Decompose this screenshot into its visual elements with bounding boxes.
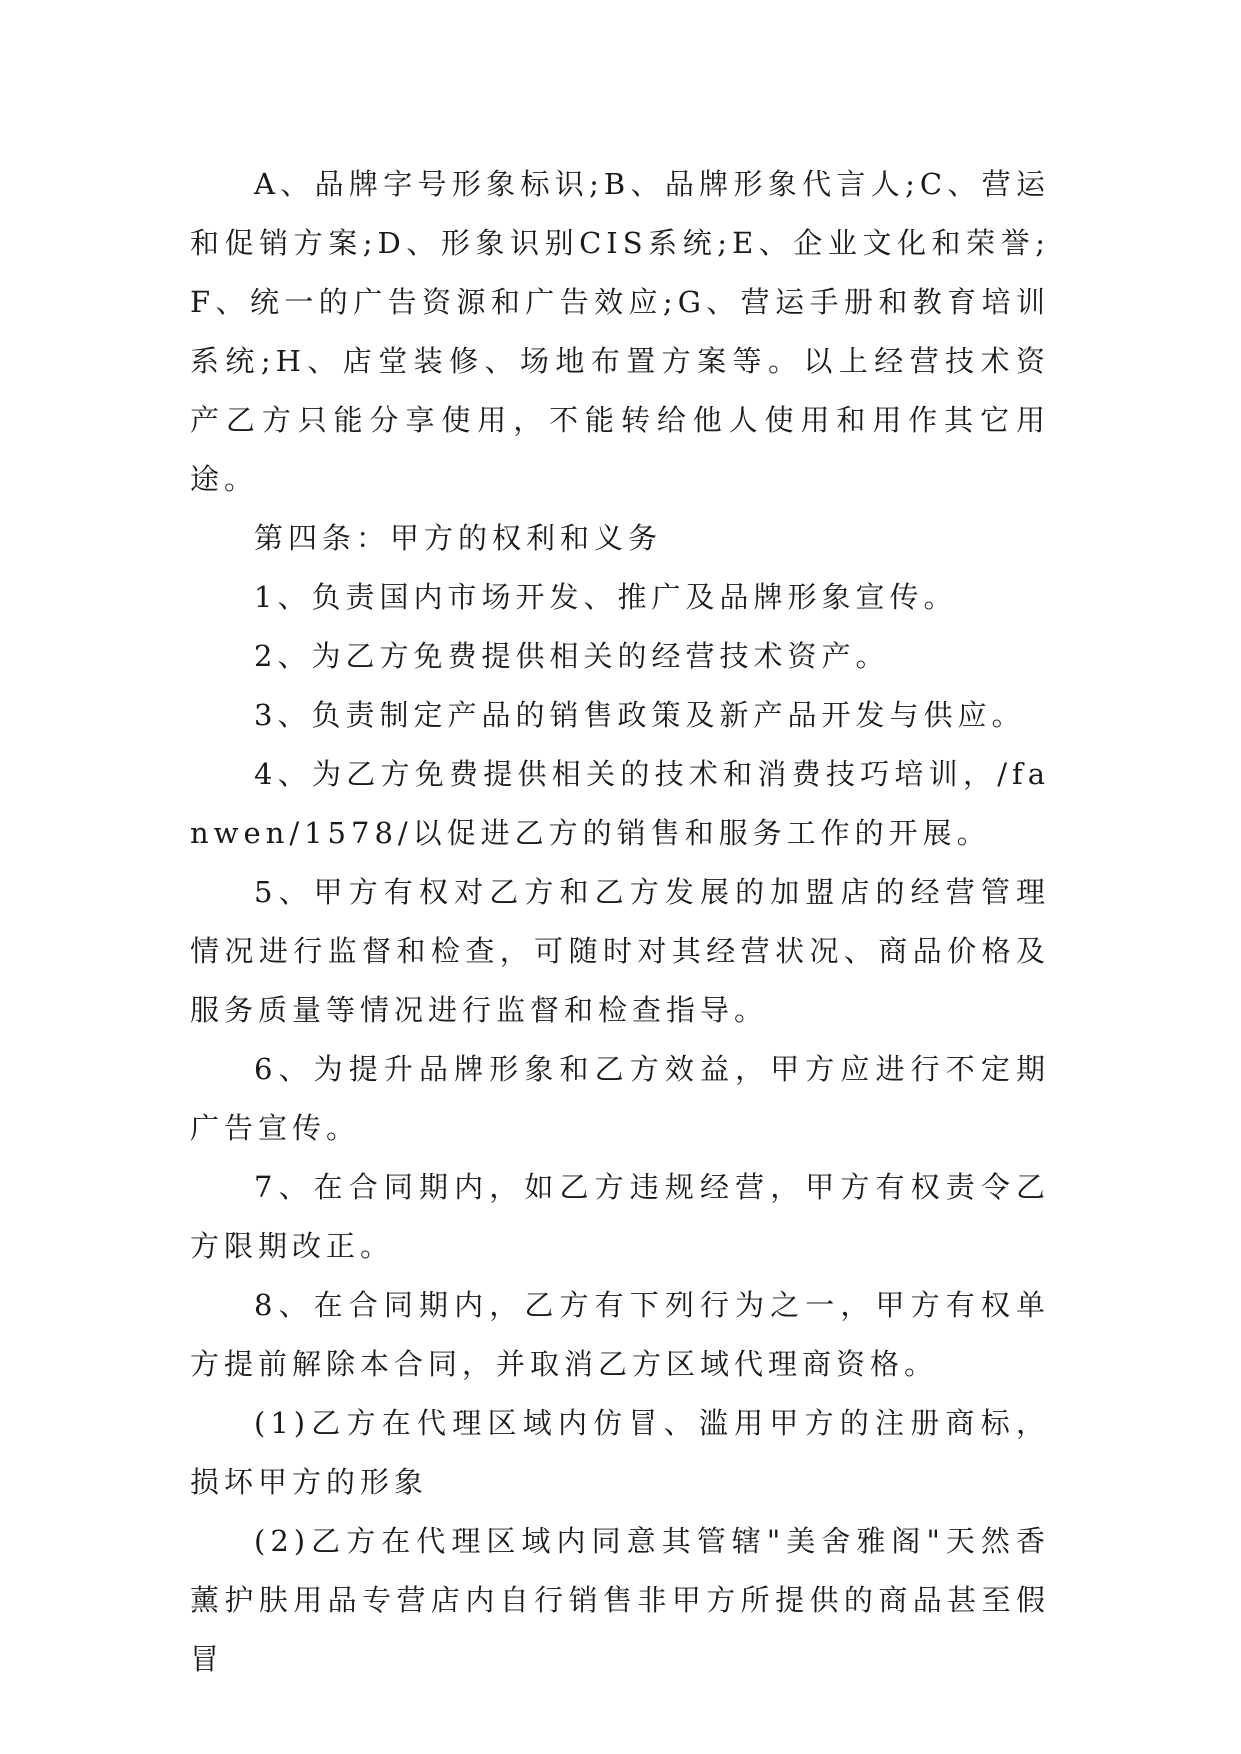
paragraph-item-5: 5、甲方有权对乙方和乙方发展的加盟店的经营管理情况进行监督和检查，可随时对其经营状况、商品价格及服务质量等情况进行监督和检查指导。 (190, 875, 1050, 1027)
paragraph-item-2: 2、为乙方免费提供相关的经营技术资产。 (254, 639, 890, 673)
paragraph-item-6: 6、为提升品牌形象和乙方效益，甲方应进行不定期广告宣传。 (190, 1052, 1050, 1145)
paragraph-subitem-1: (1)乙方在代理区域内仿冒、滥用甲方的注册商标，损坏甲方的形象 (190, 1406, 1050, 1499)
document-body (190, 155, 1050, 1689)
paragraph-assets-list: A、品牌字号形象标识;B、品牌形象代言人;C、营运和促销方案;D、形象识别CIS系统;E、企业文化和荣誉;F、统一的广告资源和广告效应;G、营运手册和教育培训系统;H、店堂装修、场地布置方案等。以上经营技术资产乙方只能分享使用，不能转给他人使用和用作其它用途。 (190, 167, 1050, 496)
paragraph-subitem-2: (2)乙方在代理区域内同意其管辖"美舍雅阁"天然香薰护肤用品专营店内自行销售非甲方所提供的商品甚至假冒 (190, 1524, 1050, 1676)
paragraph-item-1: 1、负责国内市场开发、推广及品牌形象宣传。 (254, 580, 958, 614)
paragraph-item-8: 8、在合同期内，乙方有下列行为之一，甲方有权单方提前解除本合同，并取消乙方区域代理商资格。 (190, 1288, 1050, 1381)
paragraph-item-7: 7、在合同期内，如乙方违规经营，甲方有权责令乙方限期改正。 (190, 1170, 1050, 1263)
paragraph-item-3: 3、负责制定产品的销售政策及新产品开发与供应。 (254, 698, 1026, 732)
paragraph-item-4: 4、为乙方免费提供相关的技术和消费技巧培训，/fanwen/1578/以促进乙方的销售和服务工作的开展。 (190, 757, 1050, 850)
section-heading-article-4: 第四条：甲方的权利和义务 (254, 521, 663, 555)
